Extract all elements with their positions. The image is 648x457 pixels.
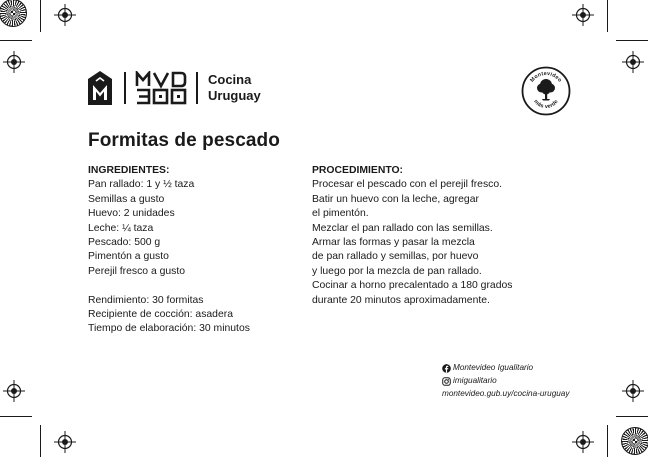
crop-mark — [40, 425, 41, 457]
recipe-note: Recipiente de cocción: asadera — [88, 309, 233, 321]
facebook-icon — [442, 364, 451, 373]
ingredients-heading: INGREDIENTES: — [88, 165, 170, 176]
facebook-row — [442, 362, 569, 375]
star-target-icon — [621, 427, 648, 455]
montevideo-mas-verde-seal — [521, 66, 571, 116]
registration-mark-icon — [572, 4, 594, 26]
crop-mark — [607, 0, 608, 32]
crop-mark — [0, 40, 32, 41]
registration-mark-icon — [54, 4, 76, 26]
ingredient-item: Semillas a gusto — [88, 193, 165, 205]
spacer — [88, 279, 250, 293]
registration-mark-icon — [54, 431, 76, 453]
facebook-handle[interactable]: Montevideo Igualitario — [453, 363, 534, 372]
procedure-line: el pimentón. — [312, 208, 369, 220]
instagram-handle[interactable]: imigualitario — [453, 375, 497, 385]
procedure-section — [312, 164, 512, 308]
ingredients-section — [88, 164, 250, 337]
ingredient-item: Pimentón a gusto — [88, 251, 169, 263]
star-target-icon — [0, 0, 27, 27]
crop-mark — [616, 416, 648, 417]
header-divider — [124, 72, 126, 104]
registration-mark-icon — [622, 380, 644, 402]
tree-icon — [537, 79, 555, 101]
procedure-line: Batir un huevo con la leche, agregar — [312, 193, 479, 205]
website-link[interactable]: montevideo.gub.uy/cocina-uruguay — [442, 388, 570, 398]
instagram-row — [442, 375, 569, 388]
ingredient-item: Pescado: 500 g — [88, 237, 161, 249]
procedure-heading: PROCEDIMIENTO: — [312, 165, 404, 176]
procedure-line: Cocinar a horno precalentado a 180 grados — [312, 280, 513, 292]
procedure-line: Armar las formas y pasar la mezcla — [312, 237, 475, 249]
brand-line-2: Uruguay — [208, 87, 261, 103]
procedure-line: durante 20 minutos aproximadamente. — [312, 294, 490, 306]
procedure-line: Procesar el pescado con el perejil fresco. — [312, 179, 503, 191]
seal-text-bottom: más verde — [532, 98, 560, 111]
footer-contacts — [442, 362, 569, 400]
registration-mark-icon — [3, 380, 25, 402]
instagram-icon — [442, 377, 451, 386]
crop-mark — [0, 416, 32, 417]
crop-mark — [40, 0, 41, 32]
registration-mark-icon — [3, 51, 25, 73]
procedure-line: de pan rallado y semillas, por huevo — [312, 251, 479, 263]
intendencia-logo-icon — [88, 71, 112, 105]
procedure-line: y luego por la mezcla de pan rallado. — [312, 265, 482, 277]
recipe-title: Formitas de pescado — [88, 130, 280, 151]
website-row — [442, 388, 569, 401]
cocina-uruguay-brand — [208, 72, 261, 103]
ingredient-item: Huevo: 2 unidades — [88, 208, 175, 220]
crop-mark — [607, 425, 608, 457]
crop-mark — [616, 40, 648, 41]
brand-line-1: Cocina — [208, 72, 252, 87]
ingredient-item: Leche: ¼ taza — [88, 222, 154, 234]
recipe-note: Rendimiento: 30 formitas — [88, 294, 204, 306]
mvd-300-logo-icon — [135, 71, 187, 105]
registration-mark-icon — [622, 51, 644, 73]
header-divider — [196, 72, 198, 104]
registration-mark-icon — [572, 431, 594, 453]
ingredient-item: Pan rallado: 1 y ½ taza — [88, 179, 195, 191]
recipe-note: Tiempo de elaboración: 30 minutos — [88, 323, 250, 335]
seal-text-top: Montevideo — [529, 70, 563, 84]
ingredient-item: Perejil fresco a gusto — [88, 265, 186, 277]
procedure-line: Mezclar el pan rallado con las semillas. — [312, 222, 493, 234]
